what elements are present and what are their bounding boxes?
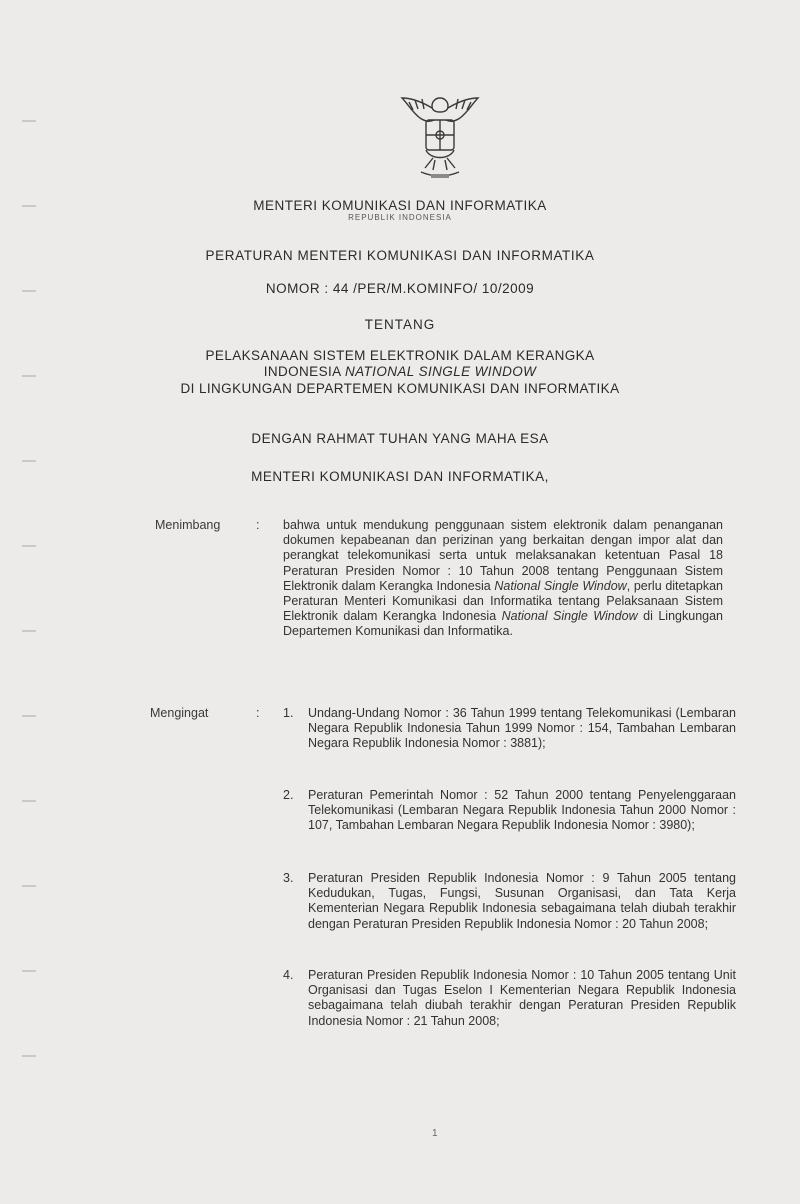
grace-statement: DENGAN RAHMAT TUHAN YANG MAHA ESA <box>251 431 549 446</box>
regulation-title-line-3: DI LINGKUNGAN DEPARTEMEN KOMUNIKASI DAN INFORMATIKA <box>180 381 620 396</box>
garuda-emblem-icon <box>395 80 485 188</box>
mengingat-item-text: Peraturan Presiden Republik Indonesia Nomor : 9 Tahun 2005 tentang Kedudukan, Tugas, Fungsi, Susunan Organisasi, dan Tata Kerja Kementerian Negara Republik Indonesia sebagaimana telah diubah terakhir dengan Peraturan Presiden Republik Indonesia Nomor : 20 Tahun 2008; <box>308 871 736 931</box>
minister-heading: MENTERI KOMUNIKASI DAN INFORMATIKA, <box>251 469 549 484</box>
regulation-title-line-1: PELAKSANAAN SISTEM ELEKTRONIK DALAM KERANGKA <box>205 348 595 363</box>
title-line-2-prefix: INDONESIA <box>263 364 345 379</box>
mengingat-colon: : <box>256 706 260 720</box>
mengingat-label: Mengingat <box>150 706 209 720</box>
menimbang-label: Menimbang <box>155 518 221 532</box>
mengingat-item-number: 3. <box>283 871 294 885</box>
republic-subtitle: REPUBLIK INDONESIA <box>348 213 452 222</box>
menimbang-italic-1: National Single Window <box>494 578 627 593</box>
regulation-number: NOMOR : 44 /PER/M.KOMINFO/ 10/2009 <box>265 281 535 296</box>
menimbang-text-a: bahwa untuk mendukung penggunaan sistem elektronik dalam penanganan dokumen kepabeanan dan perizinan yang berkaitan dengan impor alat dan perangkat telekomunikasi serta untuk melaksanakan ketentuan Pasal 18 Peraturan Presiden Nomor : 10 Tahun 2008 tentang Penggunaan Sistem Elektronik dalam Kerangka Indonesia <box>283 518 723 593</box>
menimbang-text-c: di Lingkungan Departemen Komunikasi dan Informatika. <box>283 609 723 639</box>
mengingat-item-text: Undang-Undang Nomor : 36 Tahun 1999 tentang Telekomunikasi (Lembaran Negara Republik Indonesia Tahun 1999 Nomor : 154, Tambahan Lembaran Negara Republik Indonesia Nomor : 3881); <box>308 706 736 751</box>
ministry-title: MENTERI KOMUNIKASI DAN INFORMATIKA <box>253 198 547 213</box>
menimbang-text <box>283 518 723 640</box>
mengingat-item-number: 4. <box>283 968 294 982</box>
title-line-2-italic: NATIONAL SINGLE WINDOW <box>344 364 537 379</box>
menimbang-text-b: , perlu ditetapkan Peraturan Menteri Komunikasi dan Informatika tentang Pelaksanaan Sistem Elektronik dalam Kerangka Indonesia <box>283 578 724 624</box>
regulation-title-line-2 <box>0 364 800 379</box>
mengingat-item-text: Peraturan Presiden Republik Indonesia Nomor : 10 Tahun 2005 tentang Unit Organisasi dan Tugas Eselon I Kementerian Negara Republik Indonesia sebagaimana telah diubah terakhir dengan Peraturan Presiden Republik Indonesia Nomor : 21 Tahun 2008; <box>308 968 736 1028</box>
about-heading: TENTANG <box>364 317 436 332</box>
menimbang-colon: : <box>256 518 260 532</box>
menimbang-italic-2: National Single Window <box>501 609 638 624</box>
page-mark: 1 <box>432 1128 438 1139</box>
mengingat-item-number: 1. <box>283 706 294 720</box>
mengingat-item-text: Peraturan Pemerintah Nomor : 52 Tahun 2000 tentang Penyelenggaraan Telekomunikasi (Lembaran Negara Republik Indonesia Tahun 2000 Nomor : 107, Tambahan Lembaran Negara Republik Indonesia Nomor : 3980); <box>308 788 736 833</box>
binding-edge <box>0 0 40 1204</box>
mengingat-item-number: 2. <box>283 788 294 802</box>
regulation-heading: PERATURAN MENTERI KOMUNIKASI DAN INFORMATIKA <box>205 248 595 263</box>
